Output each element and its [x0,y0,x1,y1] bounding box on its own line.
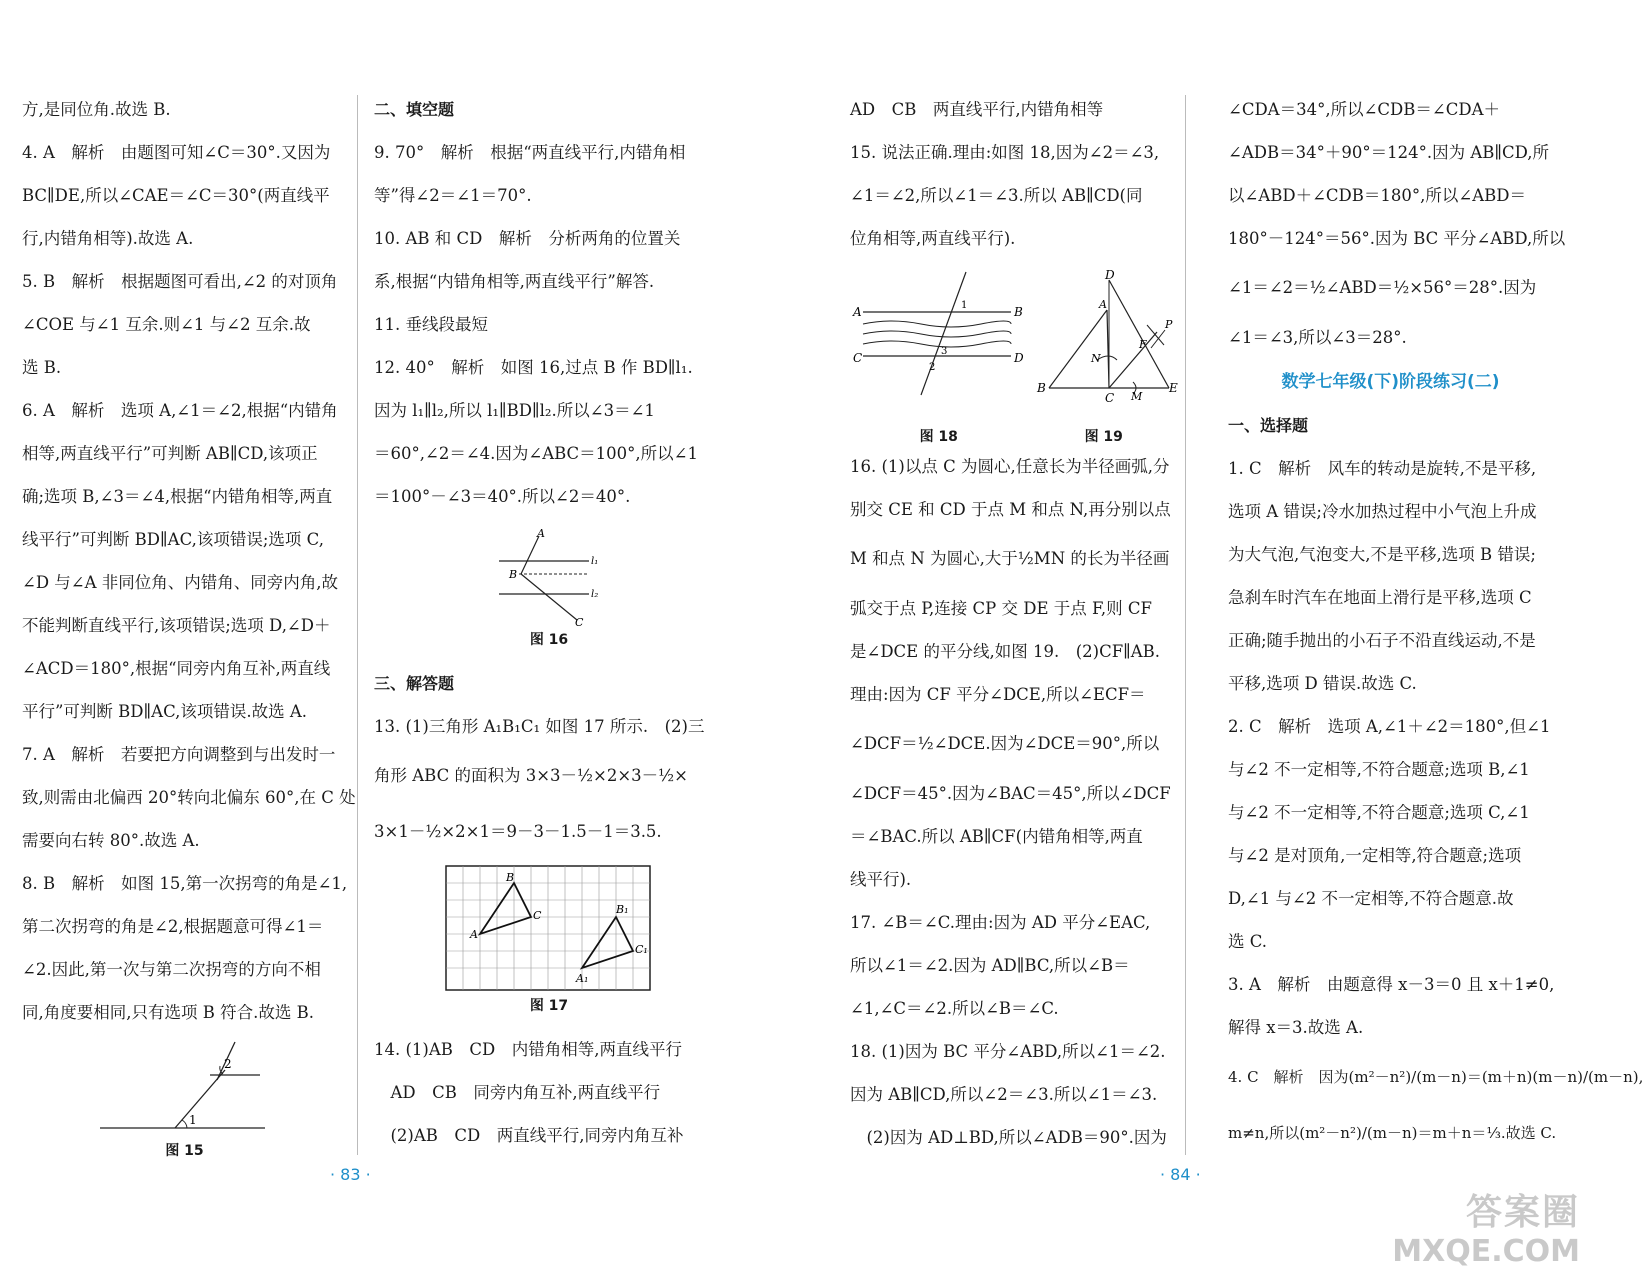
page-number-left: · 83 · [330,1165,371,1184]
text-line: 别交 CE 和 CD 于点 M 和点 N,再分别以点 [850,500,1171,519]
fig16-label-A: A [537,527,545,540]
text-line: 不能判断直线平行,该项错误;选项 D,∠D＋ [22,616,331,635]
text-line: 急刹车时汽车在地面上滑行是平移,选项 C [1228,588,1532,607]
figure-19-caption: 图 19 [1084,429,1123,445]
fig18-label-D: D [1014,351,1024,365]
column-4 [1228,88,1643,1161]
text-line: ∠DCF＝½∠DCE.因为∠DCE＝90°,所以 [850,734,1160,753]
text-line: 以∠ABD＋∠CDB＝180°,所以∠ABD＝ [1228,186,1526,205]
fig19-label-F: F [1138,338,1147,351]
section-title-answers: 三、解答题 [374,674,455,693]
text-line: ∠1＝∠2＝½∠ABD＝½×56°＝28°.因为 [1228,278,1537,297]
fig16-label-C: C [575,616,584,629]
text-line: 弧交于点 P,连接 CP 交 DE 于点 F,则 CF [850,599,1152,618]
text-line: 致,则需由北偏西 20°转向北偏东 60°,在 C 处 [22,788,356,807]
text-line: 12. 40° 解析 如图 16,过点 B 作 BD∥l₁. [374,358,693,377]
fig19-label-A: A [1098,298,1107,311]
text-line: ∠ADB＝34°＋90°＝124°.因为 AB∥CD,所 [1228,143,1549,162]
text-line: 9. 70° 解析 根据“两直线平行,内错角相 [374,143,686,162]
text-line: 与∠2 不一定相等,不符合题意;选项 B,∠1 [1228,760,1530,779]
text-line: 选 C. [1228,932,1268,951]
text-line: 14. (1)AB CD 内错角相等,两直线平行 [374,1040,682,1059]
figure-15-caption: 图 15 [165,1143,204,1159]
fig17-label-A1: A₁ [576,972,589,985]
page-number-right: · 84 · [1160,1165,1201,1184]
fig19-label-B: B [1036,381,1046,395]
column-1 [22,88,356,1162]
text-line: 方,是同位角.故选 B. [22,100,171,119]
fig18-label-A: A [853,305,862,319]
text-line: (2)因为 AD⊥BD,所以∠ADB＝90°.因为 [850,1128,1167,1147]
text-line: ∠2.因此,第一次与第二次拐弯的方向不相 [22,960,321,979]
text-line: ＝60°,∠2＝∠4.因为∠ABC＝100°,所以∠1 [374,444,698,463]
text-line: ∠COE 与∠1 互余.则∠1 与∠2 互余.故 [22,315,311,334]
fig19-label-N: N [1090,352,1101,365]
figure-17-grid [444,864,654,994]
fig16-label-l1: l₁ [591,556,599,567]
text-line: 13. (1)三角形 A₁B₁C₁ 如图 17 所示. (2)三 [374,717,705,736]
figure-19-wrap [1029,270,1179,445]
text-line: 平行”可判断 BD∥AC,该项错误.故选 A. [22,702,308,721]
column-divider [1185,95,1186,1155]
text-line: (2)AB CD 两直线平行,同旁内角互补 [374,1126,684,1145]
text-line: AD CB 两直线平行,内错角相等 [850,100,1104,119]
fig19-label-D: D [1104,268,1115,282]
fig19-label-M: M [1130,390,1143,403]
text-line: 8. B 解析 如图 15,第一次拐弯的角是∠1, [22,874,348,893]
fig15-label-2: 2 [223,1057,232,1071]
section-title-choice: 一、选择题 [1228,416,1309,435]
text-line: ＝∠BAC.所以 AB∥CF(内错角相等,两直 [850,827,1143,846]
fig19-label-P: P [1164,318,1173,331]
text-line: 17. ∠B＝∠C.理由:因为 AD 平分∠EAC, [850,913,1151,932]
fig19-label-C: C [1104,391,1114,405]
text-line: 1. C 解析 风车的转动是旋转,不是平移, [1228,459,1537,478]
text-line: ∠DCF＝45°.因为∠BAC＝45°,所以∠DCF [850,784,1171,803]
text-line: 因为 l₁∥l₂,所以 l₁∥BD∥l₂.所以∠3＝∠1 [374,401,655,420]
text-line: 第二次拐弯的角是∠2,根据题意可得∠1＝ [22,917,324,936]
text-line: 16. (1)以点 C 为圆心,任意长为半径画弧,分 [850,457,1170,476]
text-line: ＝100°－∠3＝40°.所以∠2＝40°. [374,487,631,506]
text-line: ∠D 与∠A 非同位角、内错角、同旁内角,故 [22,573,339,592]
text-line: 与∠2 不一定相等,不符合题意;选项 C,∠1 [1228,803,1530,822]
fig16-label-l2: l₂ [591,589,599,600]
practice-section-title: 数学七年级(下)阶段练习(二) [1281,372,1500,392]
text-line: 10. AB 和 CD 解析 分析两角的位置关 [374,229,681,248]
text-line: 线平行”可判断 BD∥AC,该项错误;选项 C, [22,530,324,549]
watermark-logo [1392,1191,1580,1269]
text-line: 行,内错角相等).故选 A. [22,229,194,248]
fig17-label-A: A [470,928,478,941]
text-line: 同,角度要相同,只有选项 B 符合.故选 B. [22,1003,314,1022]
text-line: 等”得∠2＝∠1＝70°. [374,186,532,205]
section-title-fill-blank: 二、填空题 [374,100,455,119]
column-2 [374,88,724,1157]
text-line: M 和点 N 为圆心,大于½MN 的长为半径画 [850,549,1170,568]
text-line: 需要向右转 80°.故选 A. [22,831,200,850]
text-line: 11. 垂线段最短 [374,315,488,334]
text-line: 3. A 解析 由题意得 x－3＝0 且 x＋1≠0, [1228,975,1555,994]
text-line: 4. C 解析 因为(m²－n²)/(m－n)＝(m＋n)(m－n)/(m－n), [1228,1068,1643,1086]
text-line: 线平行). [850,870,912,889]
figures-18-19-row [850,270,1180,445]
text-line: m≠n,所以(m²－n²)/(m－n)＝m＋n＝⅓.故选 C. [1228,1124,1557,1142]
text-line: 15. 说法正确.理由:如图 18,因为∠2＝∠3, [850,143,1160,162]
fig16-label-B: B [509,568,518,581]
text-line: 理由:因为 CF 平分∠DCE,所以∠ECF＝ [850,685,1146,704]
text-line: 4. A 解析 由题图可知∠C＝30°.又因为 [22,143,331,162]
text-line: 平移,选项 D 错误.故选 C. [1228,674,1417,693]
text-line: 5. B 解析 根据题图可看出,∠2 的对顶角 [22,272,338,291]
fig15-label-1: 1 [188,1113,197,1127]
text-line: 7. A 解析 若要把方向调整到与出发时一 [22,745,336,764]
text-line: 因为 AB∥CD,所以∠2＝∠3.所以∠1＝∠3. [850,1085,1158,1104]
figure-18-caption: 图 18 [919,429,958,445]
figure-17-caption: 图 17 [529,998,569,1014]
text-line: ∠1＝∠2,所以∠1＝∠3.所以 AB∥CD(同 [850,186,1143,205]
fig18-label-1: 1 [961,300,968,311]
text-line: D,∠1 与∠2 不一定相等,不符合题意.故 [1228,889,1514,908]
text-line: 确;选项 B,∠3＝∠4,根据“内错角相等,两直 [22,487,333,506]
text-line: 与∠2 是对顶角,一定相等,符合题意;选项 [1228,846,1522,865]
text-line: 正确;随手抛出的小石子不沿直线运动,不是 [1228,631,1536,650]
text-line: 解得 x＝3.故选 A. [1228,1018,1364,1037]
fig18-label-C: C [853,351,863,365]
watermark-bottom: MXQE.COM [1392,1234,1580,1269]
text-line: BC∥DE,所以∠CAE＝∠C＝30°(两直线平 [22,186,330,205]
watermark-top: 答案圈 [1465,1192,1580,1233]
fig17-label-B: B [506,871,515,884]
text-line: 位角相等,两直线平行). [850,229,1016,248]
figure-15 [95,1040,275,1140]
fig17-label-C: C [533,909,542,922]
text-line: ∠1,∠C＝∠2.所以∠B＝∠C. [850,999,1059,1018]
text-line: 所以∠1＝∠2.因为 AD∥BC,所以∠B＝ [850,956,1130,975]
text-line: 是∠DCE 的平分线,如图 19. (2)CF∥AB. [850,642,1161,661]
figure-16-caption: 图 16 [529,632,569,648]
figure-16 [489,528,609,628]
text-line: 2. C 解析 选项 A,∠1＋∠2＝180°,但∠1 [1228,717,1551,736]
text-line: 系,根据“内错角相等,两直线平行”解答. [374,272,655,291]
figure-19 [1029,270,1179,410]
fig18-label-3: 3 [941,346,948,357]
text-line: ∠1＝∠3,所以∠3＝28°. [1228,328,1407,347]
text-line: 3×1－½×2×1＝9－3－1.5－1＝3.5. [374,822,662,841]
figure-18 [851,270,1026,410]
column-divider [357,95,358,1155]
text-line: ∠CDA＝34°,所以∠CDB＝∠CDA＋ [1228,100,1500,119]
text-line: 选项 A 错误;冷水加热过程中小气泡上升成 [1228,502,1537,521]
text-line: 相等,两直线平行”可判断 AB∥CD,该项正 [22,444,318,463]
text-line: 选 B. [22,358,62,377]
fig17-label-B1: B₁ [616,903,629,916]
text-line: 角形 ABC 的面积为 3×3－½×2×3－½× [374,766,688,785]
fig18-label-B: B [1014,305,1024,319]
figure-18-wrap [851,270,1026,445]
column-3 [850,88,1180,1159]
text-line: AD CB 同旁内角互补,两直线平行 [374,1083,661,1102]
text-line: 为大气泡,气泡变大,不是平移,选项 B 错误; [1228,545,1536,564]
fig17-label-C1: C₁ [635,943,648,956]
fig18-label-2: 2 [929,362,936,373]
text-line: 180°－124°＝56°.因为 BC 平分∠ABD,所以 [1228,229,1566,248]
text-line: 18. (1)因为 BC 平分∠ABD,所以∠1＝∠2. [850,1042,1166,1061]
text-line: ∠ACD＝180°,根据“同旁内角互补,两直线 [22,659,331,678]
text-line: 6. A 解析 选项 A,∠1＝∠2,根据“内错角 [22,401,338,420]
fig19-label-E: E [1168,381,1178,395]
